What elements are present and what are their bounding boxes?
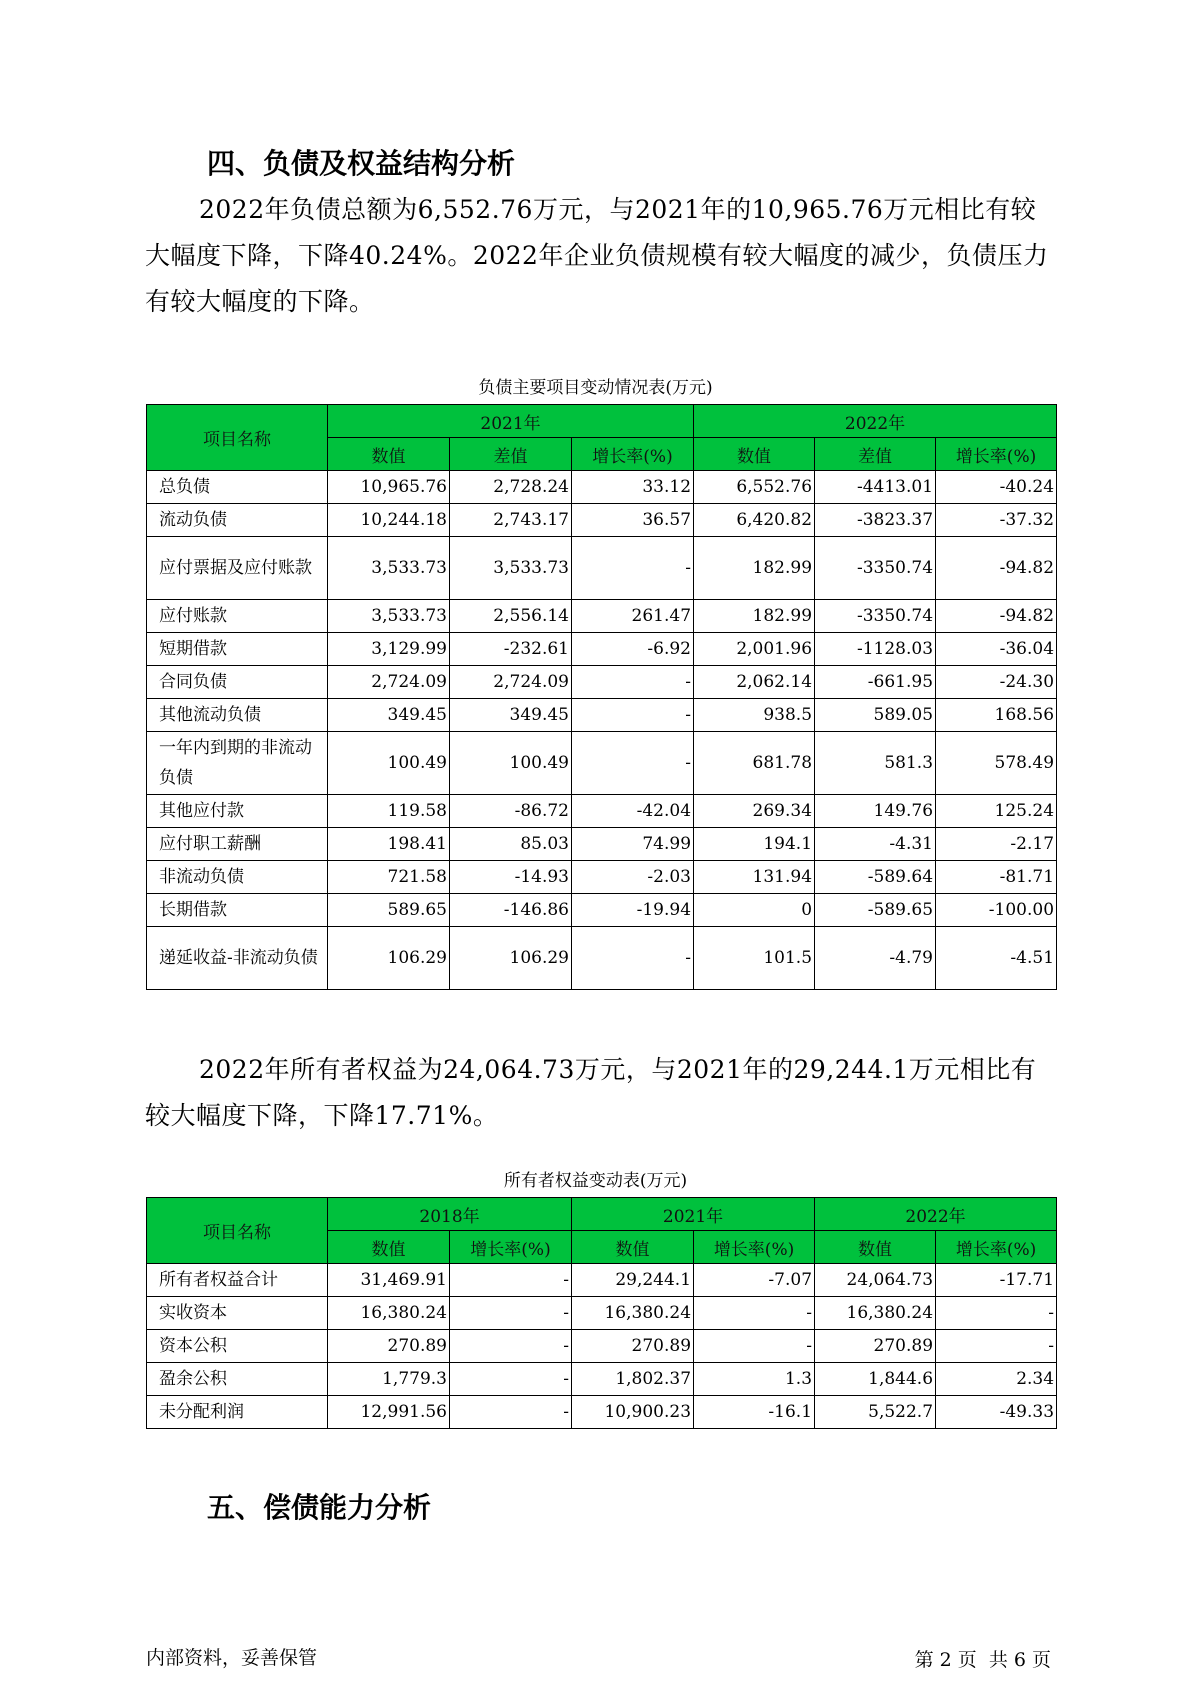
cell: -2.17 bbox=[936, 828, 1057, 861]
table-row bbox=[147, 1396, 1057, 1429]
cell: -86.72 bbox=[450, 795, 572, 828]
cell: 119.58 bbox=[328, 795, 450, 828]
cell: - bbox=[936, 1297, 1057, 1330]
cell: -4.51 bbox=[936, 927, 1057, 990]
table-row bbox=[147, 504, 1057, 537]
cell: 1,802.37 bbox=[572, 1363, 694, 1396]
row-label: 应付职工薪酬 bbox=[147, 828, 328, 861]
cell: 2,724.09 bbox=[450, 666, 572, 699]
row-label: 流动负债 bbox=[147, 504, 328, 537]
cell: 29,244.1 bbox=[572, 1264, 694, 1297]
cell: - bbox=[936, 1330, 1057, 1363]
cell: 270.89 bbox=[815, 1330, 936, 1363]
cell: 2.34 bbox=[936, 1363, 1057, 1396]
row-label: 未分配利润 bbox=[147, 1396, 328, 1429]
row-label: 一年内到期的非流动负债 bbox=[147, 732, 328, 795]
cell: - bbox=[572, 732, 694, 795]
cell: -14.93 bbox=[450, 861, 572, 894]
debt-item-header: 项目名称 bbox=[147, 405, 328, 471]
cell: 0 bbox=[694, 894, 815, 927]
debt-summary-paragraph: 2022年负债总额为6,552.76万元，与2021年的10,965.76万元相比有较大幅度下降，下降40.24%。2022年企业负债规模有较大幅度的减少，负债压力有较大幅度的下降。 bbox=[145, 195, 1049, 316]
row-label: 非流动负债 bbox=[147, 861, 328, 894]
cell: 2,728.24 bbox=[450, 471, 572, 504]
cell: 270.89 bbox=[572, 1330, 694, 1363]
table-row bbox=[147, 633, 1057, 666]
table-row bbox=[147, 699, 1057, 732]
cell: 578.49 bbox=[936, 732, 1057, 795]
cell: 261.47 bbox=[572, 600, 694, 633]
cell: 10,244.18 bbox=[328, 504, 450, 537]
equity-summary-paragraph: 2022年所有者权益为24,064.73万元，与2021年的29,244.1万元相比有较大幅度下降，下降17.71%。 bbox=[145, 1055, 1037, 1130]
row-label: 实收资本 bbox=[147, 1297, 328, 1330]
cell: 182.99 bbox=[694, 537, 815, 600]
cell: -81.71 bbox=[936, 861, 1057, 894]
cell: -232.61 bbox=[450, 633, 572, 666]
table-row bbox=[147, 894, 1057, 927]
cell: 2,724.09 bbox=[328, 666, 450, 699]
cell: 681.78 bbox=[694, 732, 815, 795]
cell: 581.3 bbox=[815, 732, 936, 795]
equity-table bbox=[146, 1197, 1057, 1429]
cell: -2.03 bbox=[572, 861, 694, 894]
cell: 589.05 bbox=[815, 699, 936, 732]
cell: 100.49 bbox=[328, 732, 450, 795]
equity-item-header: 项目名称 bbox=[147, 1198, 328, 1264]
cell: 3,533.73 bbox=[328, 537, 450, 600]
page-number: 第 2 页 共 6 页 bbox=[914, 1649, 1051, 1671]
cell: - bbox=[572, 699, 694, 732]
equity-year2-header: 2021年 bbox=[572, 1198, 815, 1231]
row-label: 其他流动负债 bbox=[147, 699, 328, 732]
table-row bbox=[147, 666, 1057, 699]
cell: 106.29 bbox=[450, 927, 572, 990]
cell: -100.00 bbox=[936, 894, 1057, 927]
cell: 349.45 bbox=[450, 699, 572, 732]
cell: -17.71 bbox=[936, 1264, 1057, 1297]
equity-col-value: 数值 bbox=[572, 1231, 694, 1264]
row-label: 盈余公积 bbox=[147, 1363, 328, 1396]
cell: 6,420.82 bbox=[694, 504, 815, 537]
cell: - bbox=[450, 1264, 572, 1297]
row-label: 递延收益-非流动负债 bbox=[147, 927, 328, 990]
debt-col-diff: 差值 bbox=[815, 438, 936, 471]
cell: -49.33 bbox=[936, 1396, 1057, 1429]
equity-table-caption: 所有者权益变动表(万元) bbox=[503, 1171, 688, 1191]
cell: -3823.37 bbox=[815, 504, 936, 537]
debt-year2-header: 2022年 bbox=[694, 405, 1057, 438]
cell: 270.89 bbox=[328, 1330, 450, 1363]
debt-table-caption: 负债主要项目变动情况表(万元) bbox=[478, 378, 713, 398]
cell: 101.5 bbox=[694, 927, 815, 990]
cell: -94.82 bbox=[936, 600, 1057, 633]
cell: 16,380.24 bbox=[572, 1297, 694, 1330]
table-row bbox=[147, 861, 1057, 894]
cell: -16.1 bbox=[694, 1396, 815, 1429]
cell: -94.82 bbox=[936, 537, 1057, 600]
cell: - bbox=[572, 537, 694, 600]
debt-col-rate: 增长率(%) bbox=[936, 438, 1057, 471]
debt-year1-header: 2021年 bbox=[328, 405, 694, 438]
debt-col-value: 数值 bbox=[694, 438, 815, 471]
cell: 16,380.24 bbox=[815, 1297, 936, 1330]
cell: -4413.01 bbox=[815, 471, 936, 504]
cell: -24.30 bbox=[936, 666, 1057, 699]
row-label: 资本公积 bbox=[147, 1330, 328, 1363]
cell: 24,064.73 bbox=[815, 1264, 936, 1297]
table-row bbox=[147, 732, 1057, 795]
table-row bbox=[147, 1297, 1057, 1330]
table-row bbox=[147, 828, 1057, 861]
cell: 3,533.73 bbox=[328, 600, 450, 633]
footer-confidential-note: 内部资料，妥善保管 bbox=[146, 1647, 318, 1669]
cell: 106.29 bbox=[328, 927, 450, 990]
cell: 349.45 bbox=[328, 699, 450, 732]
debt-col-rate: 增长率(%) bbox=[572, 438, 694, 471]
cell: -661.95 bbox=[815, 666, 936, 699]
cell: -36.04 bbox=[936, 633, 1057, 666]
cell: -4.31 bbox=[815, 828, 936, 861]
cell: -4.79 bbox=[815, 927, 936, 990]
cell: 36.57 bbox=[572, 504, 694, 537]
equity-col-value: 数值 bbox=[815, 1231, 936, 1264]
cell: - bbox=[572, 666, 694, 699]
cell: 33.12 bbox=[572, 471, 694, 504]
cell: - bbox=[450, 1363, 572, 1396]
equity-col-value: 数值 bbox=[328, 1231, 450, 1264]
cell: 16,380.24 bbox=[328, 1297, 450, 1330]
cell: -1128.03 bbox=[815, 633, 936, 666]
debt-col-diff: 差值 bbox=[450, 438, 572, 471]
table-row bbox=[147, 1330, 1057, 1363]
cell: -3350.74 bbox=[815, 537, 936, 600]
cell: 125.24 bbox=[936, 795, 1057, 828]
cell: 6,552.76 bbox=[694, 471, 815, 504]
cell: 10,965.76 bbox=[328, 471, 450, 504]
cell: 1.3 bbox=[694, 1363, 815, 1396]
cell: - bbox=[572, 927, 694, 990]
section4-heading: 四、负债及权益结构分析 bbox=[207, 147, 516, 180]
cell: -3350.74 bbox=[815, 600, 936, 633]
table-row bbox=[147, 1363, 1057, 1396]
row-label: 短期借款 bbox=[147, 633, 328, 666]
cell: -589.65 bbox=[815, 894, 936, 927]
cell: 100.49 bbox=[450, 732, 572, 795]
table-row bbox=[147, 600, 1057, 633]
cell: -40.24 bbox=[936, 471, 1057, 504]
cell: 2,743.17 bbox=[450, 504, 572, 537]
cell: 938.5 bbox=[694, 699, 815, 732]
cell: -146.86 bbox=[450, 894, 572, 927]
cell: 5,522.7 bbox=[815, 1396, 936, 1429]
row-label: 总负债 bbox=[147, 471, 328, 504]
cell: 2,556.14 bbox=[450, 600, 572, 633]
row-label: 合同负债 bbox=[147, 666, 328, 699]
cell: - bbox=[450, 1297, 572, 1330]
cell: 1,844.6 bbox=[815, 1363, 936, 1396]
equity-col-rate: 增长率(%) bbox=[694, 1231, 815, 1264]
row-label: 应付票据及应付账款 bbox=[147, 537, 328, 600]
cell: 131.94 bbox=[694, 861, 815, 894]
row-label: 其他应付款 bbox=[147, 795, 328, 828]
debt-table bbox=[146, 404, 1057, 990]
cell: 269.34 bbox=[694, 795, 815, 828]
cell: 85.03 bbox=[450, 828, 572, 861]
cell: 12,991.56 bbox=[328, 1396, 450, 1429]
cell: 198.41 bbox=[328, 828, 450, 861]
cell: 2,062.14 bbox=[694, 666, 815, 699]
table-row bbox=[147, 1264, 1057, 1297]
section5-heading: 五、偿债能力分析 bbox=[207, 1491, 432, 1524]
cell: -19.94 bbox=[572, 894, 694, 927]
cell: -589.64 bbox=[815, 861, 936, 894]
cell: - bbox=[694, 1297, 815, 1330]
table-row bbox=[147, 471, 1057, 504]
cell: -6.92 bbox=[572, 633, 694, 666]
cell: -42.04 bbox=[572, 795, 694, 828]
cell: 168.56 bbox=[936, 699, 1057, 732]
cell: 589.65 bbox=[328, 894, 450, 927]
cell: -37.32 bbox=[936, 504, 1057, 537]
cell: -7.07 bbox=[694, 1264, 815, 1297]
cell: 31,469.91 bbox=[328, 1264, 450, 1297]
row-label: 长期借款 bbox=[147, 894, 328, 927]
cell: 74.99 bbox=[572, 828, 694, 861]
cell: 149.76 bbox=[815, 795, 936, 828]
cell: - bbox=[694, 1330, 815, 1363]
cell: 182.99 bbox=[694, 600, 815, 633]
table-row bbox=[147, 795, 1057, 828]
equity-year1-header: 2018年 bbox=[328, 1198, 572, 1231]
equity-year3-header: 2022年 bbox=[815, 1198, 1057, 1231]
row-label: 应付账款 bbox=[147, 600, 328, 633]
cell: - bbox=[450, 1330, 572, 1363]
cell: 3,129.99 bbox=[328, 633, 450, 666]
equity-col-rate: 增长率(%) bbox=[450, 1231, 572, 1264]
cell: 3,533.73 bbox=[450, 537, 572, 600]
cell: 1,779.3 bbox=[328, 1363, 450, 1396]
cell: 2,001.96 bbox=[694, 633, 815, 666]
cell: 194.1 bbox=[694, 828, 815, 861]
table-row bbox=[147, 927, 1057, 990]
row-label: 所有者权益合计 bbox=[147, 1264, 328, 1297]
cell: - bbox=[450, 1396, 572, 1429]
table-row bbox=[147, 537, 1057, 600]
debt-col-value: 数值 bbox=[328, 438, 450, 471]
cell: 10,900.23 bbox=[572, 1396, 694, 1429]
equity-col-rate: 增长率(%) bbox=[936, 1231, 1057, 1264]
cell: 721.58 bbox=[328, 861, 450, 894]
